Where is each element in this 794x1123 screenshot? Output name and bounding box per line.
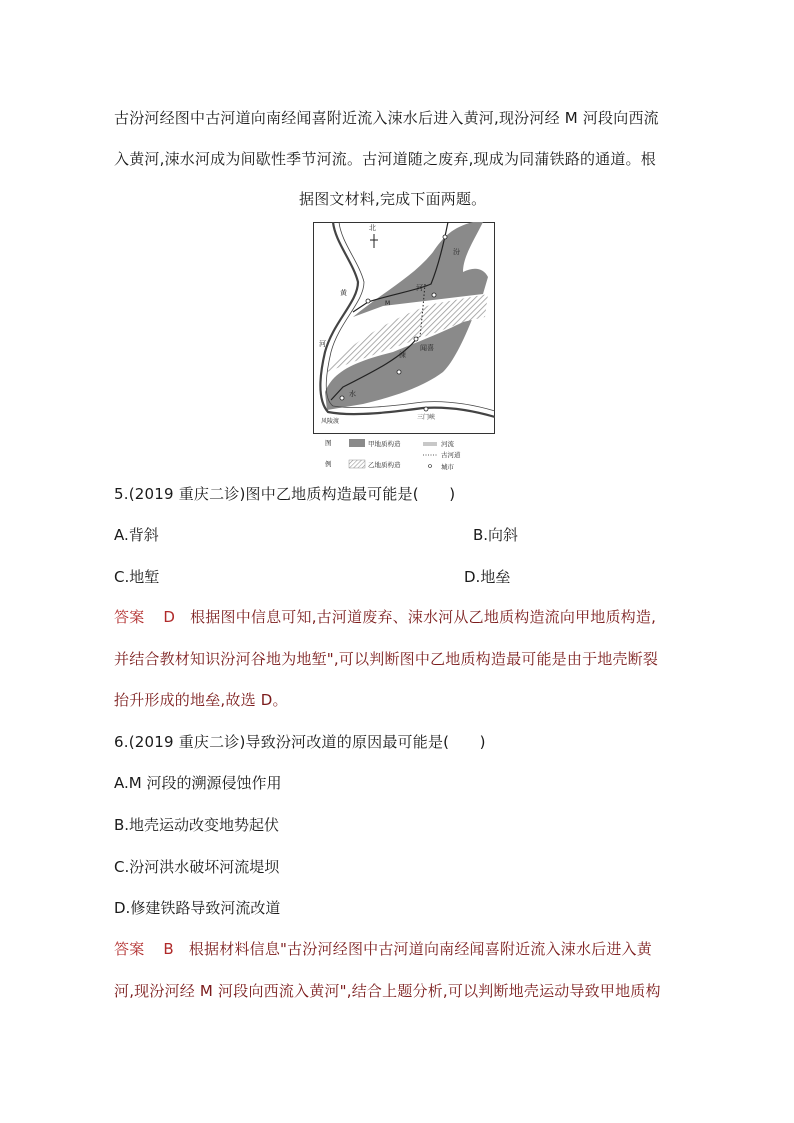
q6-option-a: A.M 河段的溯源侵蚀作用 [114, 774, 282, 792]
q5-stem: 5.(2019 重庆二诊)图中乙地质构造最可能是( ) [114, 485, 456, 503]
q6-stem: 6.(2019 重庆二诊)导致汾河改道的原因最可能是( ) [114, 733, 486, 751]
city-dot [443, 235, 447, 239]
svg-text:汾: 汾 [453, 248, 460, 256]
svg-text:涑: 涑 [399, 351, 406, 359]
legend-jia-swatch [349, 439, 365, 447]
city-dot [424, 407, 428, 411]
svg-text:河流: 河流 [441, 440, 454, 448]
answer-letter: D [163, 608, 176, 626]
svg-text:河: 河 [416, 284, 423, 292]
q5-option-b: B.向斜 [473, 526, 519, 544]
geology-map [313, 222, 495, 434]
q6-answer-line-1 [114, 938, 652, 959]
svg-text:图: 图 [325, 439, 332, 447]
q6-option-c: C.汾河洪水破坏河流堤坝 [114, 858, 280, 876]
q6-answer-line-2: 河,现汾河经 M 河段向西流入黄河",结合上题分析,可以判断地壳运动导致甲地质构 [114, 982, 661, 1000]
answer-explanation: 根据图中信息可知,古河道废弃、涑水河从乙地质构造流向甲地质构造, [190, 608, 657, 626]
svg-text:水: 水 [349, 390, 356, 398]
city-dot [340, 396, 344, 400]
intro-line-2: 入黄河,涑水河成为间歇性季节河流。古河道随之废弃,现成为同蒲铁路的通道。根 [114, 150, 656, 168]
svg-text:闻喜: 闻喜 [420, 344, 434, 352]
svg-text:三门峡: 三门峡 [417, 414, 436, 421]
legend-yi-swatch [349, 460, 365, 468]
q6-option-d: D.修建铁路导致河流改道 [114, 899, 281, 917]
svg-text:甲地质构造: 甲地质构造 [368, 440, 401, 448]
q5-answer-line-3: 抬升形成的地垒,故选 D。 [114, 691, 288, 709]
intro-line-3: 据图文材料,完成下面两题。 [299, 190, 487, 208]
answer-letter: B [163, 940, 174, 958]
q5-option-a: A.背斜 [114, 526, 159, 544]
city-dot [432, 293, 436, 297]
city-dot [366, 299, 370, 303]
svg-text:乙地质构造: 乙地质构造 [368, 461, 401, 469]
svg-text:M: M [385, 300, 391, 307]
q5-answer-line-2: 并结合教材知识汾河谷地为地堑",可以判断图中乙地质构造最可能是由于地壳断裂 [114, 650, 659, 668]
svg-text:城市: 城市 [441, 463, 454, 471]
svg-text:河: 河 [319, 340, 326, 348]
answer-label: 答案 [114, 940, 145, 958]
q5-option-d: D.地垒 [464, 568, 511, 586]
city-dot [397, 370, 401, 374]
answer-explanation: 根据材料信息"古汾河经图中古河道向南经闻喜附近流入涑水后进入黄 [188, 940, 652, 958]
answer-label: 答案 [114, 608, 145, 626]
q5-answer-line-1 [114, 606, 656, 627]
city-dot [414, 337, 418, 341]
svg-text:风陵渡: 风陵渡 [321, 418, 340, 425]
svg-text:例: 例 [325, 460, 332, 468]
svg-text:古河道: 古河道 [441, 451, 461, 459]
map-legend [313, 436, 495, 472]
svg-text:黄: 黄 [340, 289, 347, 297]
q5-option-c: C.地堑 [114, 568, 160, 586]
north-label: 北 [369, 224, 376, 232]
q6-option-b: B.地壳运动改变地势起伏 [114, 816, 280, 834]
intro-line-1: 古汾河经图中古河道向南经闻喜附近流入涑水后进入黄河,现汾河经 M 河段向西流 [114, 109, 659, 127]
